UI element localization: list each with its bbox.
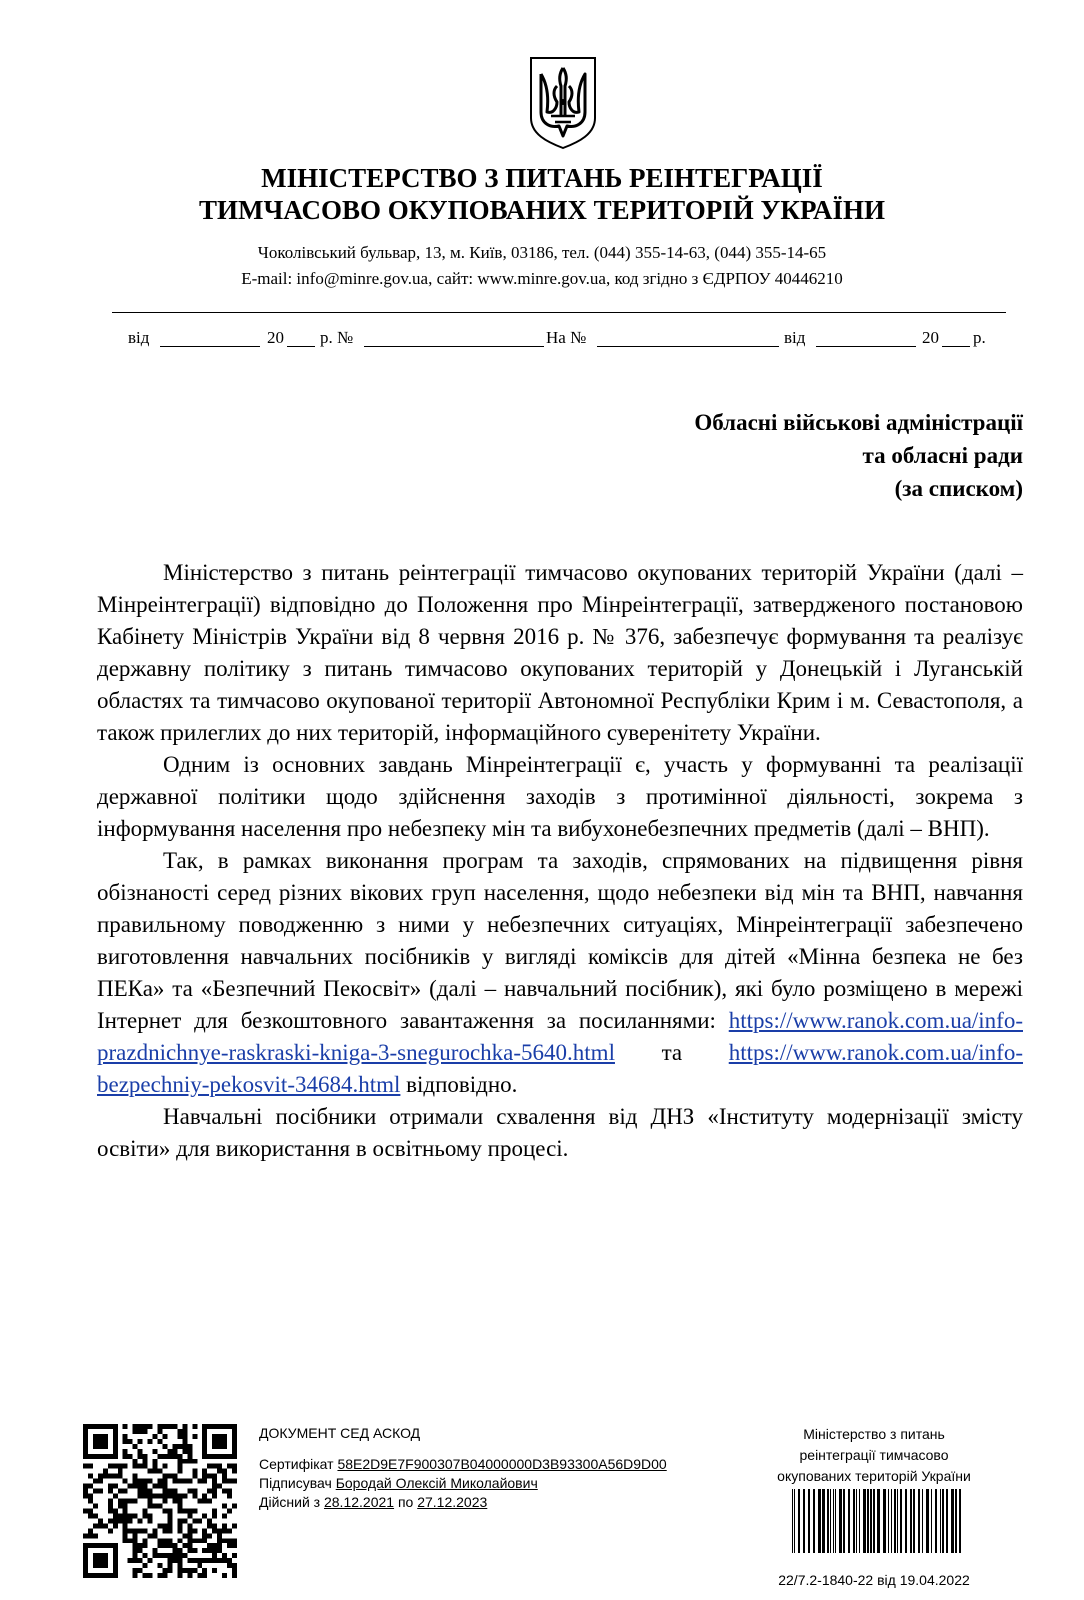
reply-number-blank <box>597 332 779 347</box>
reply-year-suffix: р. <box>973 328 986 347</box>
addressee-line3: (за списком) <box>894 476 1023 501</box>
trident-coat-of-arms-icon <box>527 56 599 150</box>
letter-body <box>97 557 1023 1165</box>
reg-from-label: від <box>128 328 150 347</box>
valid-from-label: Дійсний з <box>259 1494 321 1510</box>
valid-to-label: по <box>397 1494 414 1510</box>
e-signature-block <box>259 1424 667 1512</box>
reg-year-blank <box>287 332 315 347</box>
valid-from-date: 28.12.2021 <box>323 1494 395 1510</box>
stamp-line2: реінтеграції тимчасово <box>799 1447 949 1463</box>
certificate-label: Сертифікат <box>259 1456 334 1472</box>
qr-code-icon <box>83 1424 237 1578</box>
reg-date-blank <box>160 332 260 347</box>
stamp-line3: окупованих територій України <box>777 1468 971 1484</box>
validity-row <box>259 1493 667 1512</box>
registration-stamp <box>760 1424 988 1487</box>
ministry-contacts: E-mail: info@minre.gov.ua, сайт: www.minre.gov.ua, код згідно з ЄДРПОУ 40446210 <box>241 269 843 288</box>
barcode-icon <box>792 1489 964 1553</box>
reg-year-label: 20 <box>267 328 284 347</box>
reply-from-label: від <box>784 328 806 347</box>
body-paragraph-1: Міністерство з питань реінтеграції тимчасово окупованих територій України (далі – Мінреінтеграції) відповідно до Положення про Мінреінтеграції, затвердженого постановою Кабінету Міністрів України від 8 червня 2016 р. № 376, забезпечує формування та реалізує державну політику з питань тимчасово окупованих територій у Донецькій і Луганській областях та тимчасово окупованої території Автономної Республіки Крим і м. Севастополя, а також прилеглих до них територій, інформаційного суверенітету України. <box>97 560 1023 745</box>
body-paragraph-3-text: Так, в рамках виконання програм та заходів, спрямованих на підвищення рівня обізнаності серед різних вікових груп населення, щодо небезпеки від мін та ВНП, навчання правильному поводженню з ними у небезпечних ситуаціях, Мінреінтеграції забезпечено виготовлення навчальних посібників у вигляді коміксів для дітей «Мінна безпека не без ПЕКа» та «Безпечний Пекосвіт» (далі – навчальний посібник), які було розміщено в мережі Інтернет для безкоштовного завантаження за посиланнями: <box>97 848 1023 1033</box>
reply-year-label: 20 <box>922 328 939 347</box>
header-divider <box>112 312 1006 313</box>
stamp-line1: Міністерство з питань <box>803 1426 945 1442</box>
valid-to-date: 27.12.2023 <box>417 1494 488 1510</box>
reply-year-blank <box>942 332 970 347</box>
body-paragraph-3-end: відповідно. <box>400 1072 518 1097</box>
body-paragraph-4: Навчальні посібники отримали схвалення від ДНЗ «Інституту модернізації змісту освіти» для використання в освітньому процесі. <box>97 1104 1023 1161</box>
addressee-line2: та обласні ради <box>862 443 1023 468</box>
signer-value: Бородай Олексій Миколайович <box>335 1475 538 1491</box>
addressee-line1: Обласні військові адміністрації <box>694 410 1023 435</box>
link-separator: та <box>614 1040 729 1065</box>
reply-number-label: На № <box>546 328 587 347</box>
reply-date-blank <box>816 332 916 347</box>
reg-year-suffix: р. № <box>320 328 354 347</box>
link-coloring-book[interactable]: https://www.ranok.com.ua/info-prazdnichnye-raskraski-kniga-3-snegurochka-5640.html <box>97 1008 1023 1065</box>
reg-number-blank <box>364 332 544 347</box>
body-paragraph-3 <box>97 845 1023 1101</box>
registration-number: 22/7.2-1840-22 від 19.04.2022 <box>778 1572 970 1588</box>
body-paragraph-2: Одним із основних завдань Мінреінтеграції є, участь у формуванні та реалізації державної політики щодо здійснення заходів з протимінної діяльності, зокрема з інформування населення про небезпеку мін та вибухонебезпечних предметів (далі – ВНП). <box>97 752 1023 841</box>
link-pekosvit[interactable]: https://www.ranok.com.ua/info-bezpechniy-pekosvit-34684.html <box>97 1040 1023 1097</box>
certificate-row <box>259 1455 667 1474</box>
signer-row <box>259 1474 667 1493</box>
ministry-title-line1: МІНІСТЕРСТВО З ПИТАНЬ РЕІНТЕГРАЦІЇ <box>261 163 823 193</box>
document-system-label: ДОКУМЕНТ СЕД АСКОД <box>259 1425 421 1441</box>
signer-label: Підписувач <box>259 1475 332 1491</box>
ministry-title-line2: ТИМЧАСОВО ОКУПОВАНИХ ТЕРИТОРІЙ УКРАЇНИ <box>199 195 885 225</box>
ministry-address: Чоколівський бульвар, 13, м. Київ, 03186, тел. (044) 355-14-63, (044) 355-14-65 <box>257 243 827 262</box>
certificate-value: 58E2D9E7F900307B04000000D3B93300A56D9D00 <box>337 1456 667 1472</box>
